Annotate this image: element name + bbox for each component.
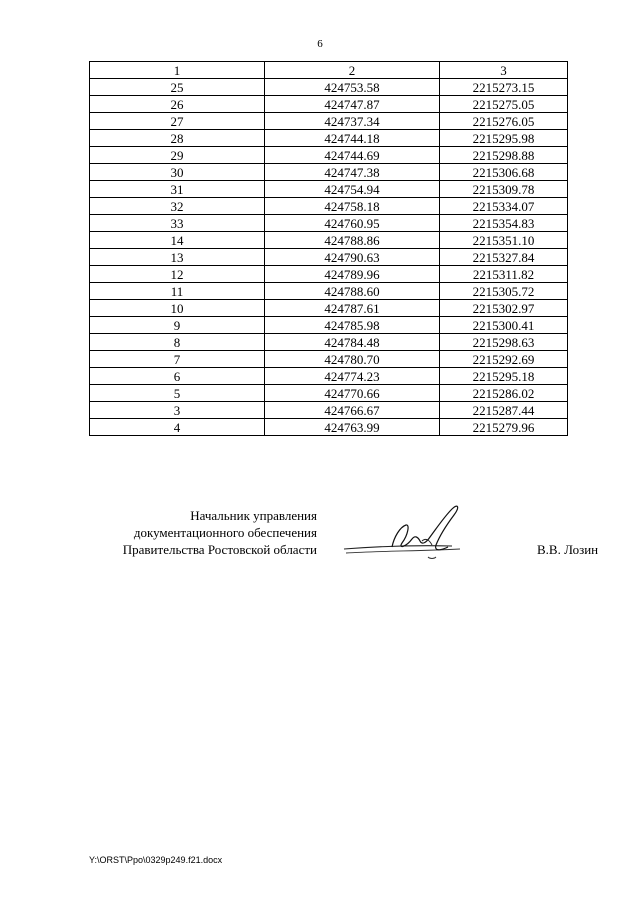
y-coordinate-cell: 2215309.78 — [440, 181, 568, 198]
y-coordinate-cell: 2215302.97 — [440, 300, 568, 317]
signatory-title-line: документационного обеспечения — [133, 525, 317, 540]
x-coordinate-cell: 424785.98 — [265, 317, 440, 334]
table-row — [90, 334, 568, 351]
y-coordinate-cell: 2215275.05 — [440, 96, 568, 113]
table-row — [90, 232, 568, 249]
y-coordinate-cell: 2215286.02 — [440, 385, 568, 402]
x-coordinate-cell: 424787.61 — [265, 300, 440, 317]
table-row — [90, 419, 568, 436]
table-row — [90, 181, 568, 198]
signatory-title-line: Правительства Ростовской области — [122, 542, 317, 557]
table-row — [90, 96, 568, 113]
point-number-cell: 14 — [90, 232, 265, 249]
table-row — [90, 130, 568, 147]
y-coordinate-cell: 2215295.98 — [440, 130, 568, 147]
x-coordinate-cell: 424737.34 — [265, 113, 440, 130]
x-coordinate-cell: 424747.87 — [265, 96, 440, 113]
x-coordinate-cell: 424774.23 — [265, 368, 440, 385]
point-number-cell: 33 — [90, 215, 265, 232]
x-coordinate-cell: 424754.94 — [265, 181, 440, 198]
table-row — [90, 368, 568, 385]
y-coordinate-cell: 2215295.18 — [440, 368, 568, 385]
table-row — [90, 198, 568, 215]
y-coordinate-cell: 2215351.10 — [440, 232, 568, 249]
x-coordinate-cell: 424744.18 — [265, 130, 440, 147]
table-row — [90, 317, 568, 334]
x-coordinate-cell: 424780.70 — [265, 351, 440, 368]
x-coordinate-cell: 424789.96 — [265, 266, 440, 283]
file-path: Y:\ORST\Ppo\0329p249.f21.docx — [89, 855, 223, 865]
point-number-cell: 3 — [90, 402, 265, 419]
point-number-cell: 32 — [90, 198, 265, 215]
page-number: 6 — [317, 38, 323, 50]
table-row — [90, 147, 568, 164]
table-row — [90, 266, 568, 283]
point-number-cell: 5 — [90, 385, 265, 402]
point-number-cell: 28 — [90, 130, 265, 147]
y-coordinate-cell: 2215276.05 — [440, 113, 568, 130]
point-number-cell: 8 — [90, 334, 265, 351]
table-row — [90, 385, 568, 402]
point-number-cell: 27 — [90, 113, 265, 130]
point-number-cell: 30 — [90, 164, 265, 181]
point-number-cell: 31 — [90, 181, 265, 198]
table-row — [90, 164, 568, 181]
point-number-cell: 10 — [90, 300, 265, 317]
y-coordinate-cell: 2215305.72 — [440, 283, 568, 300]
y-coordinate-cell: 2215327.84 — [440, 249, 568, 266]
y-coordinate-cell: 2215273.15 — [440, 79, 568, 96]
x-coordinate-cell: 424758.18 — [265, 198, 440, 215]
column-header: 3 — [440, 62, 568, 79]
y-coordinate-cell: 2215287.44 — [440, 402, 568, 419]
x-coordinate-cell: 424788.86 — [265, 232, 440, 249]
y-coordinate-cell: 2215354.83 — [440, 215, 568, 232]
coordinates-table — [89, 61, 568, 436]
signatory-name: В.В. Лозин — [537, 542, 599, 557]
point-number-cell: 12 — [90, 266, 265, 283]
point-number-cell: 6 — [90, 368, 265, 385]
y-coordinate-cell: 2215298.63 — [440, 334, 568, 351]
column-header: 1 — [90, 62, 265, 79]
column-header: 2 — [265, 62, 440, 79]
table-row — [90, 300, 568, 317]
x-coordinate-cell: 424763.99 — [265, 419, 440, 436]
point-number-cell: 11 — [90, 283, 265, 300]
x-coordinate-cell: 424790.63 — [265, 249, 440, 266]
signatory-title — [89, 507, 317, 558]
table-row — [90, 249, 568, 266]
point-number-cell: 26 — [90, 96, 265, 113]
table-row — [90, 113, 568, 130]
y-coordinate-cell: 2215311.82 — [440, 266, 568, 283]
table-row — [90, 351, 568, 368]
point-number-cell: 25 — [90, 79, 265, 96]
signature-block — [0, 507, 640, 577]
point-number-cell: 13 — [90, 249, 265, 266]
point-number-cell: 9 — [90, 317, 265, 334]
y-coordinate-cell: 2215334.07 — [440, 198, 568, 215]
x-coordinate-cell: 424753.58 — [265, 79, 440, 96]
x-coordinate-cell: 424760.95 — [265, 215, 440, 232]
point-number-cell: 7 — [90, 351, 265, 368]
x-coordinate-cell: 424770.66 — [265, 385, 440, 402]
y-coordinate-cell: 2215306.68 — [440, 164, 568, 181]
x-coordinate-cell: 424744.69 — [265, 147, 440, 164]
y-coordinate-cell: 2215300.41 — [440, 317, 568, 334]
table-row — [90, 79, 568, 96]
y-coordinate-cell: 2215292.69 — [440, 351, 568, 368]
handwritten-signature — [340, 501, 490, 571]
x-coordinate-cell: 424784.48 — [265, 334, 440, 351]
table-row — [90, 283, 568, 300]
x-coordinate-cell: 424766.67 — [265, 402, 440, 419]
y-coordinate-cell: 2215279.96 — [440, 419, 568, 436]
signatory-title-line: Начальник управления — [190, 508, 317, 523]
point-number-cell: 29 — [90, 147, 265, 164]
x-coordinate-cell: 424788.60 — [265, 283, 440, 300]
point-number-cell: 4 — [90, 419, 265, 436]
x-coordinate-cell: 424747.38 — [265, 164, 440, 181]
table-body — [90, 79, 568, 436]
y-coordinate-cell: 2215298.88 — [440, 147, 568, 164]
table-row — [90, 215, 568, 232]
table-row — [90, 402, 568, 419]
table-header-row — [90, 62, 568, 79]
